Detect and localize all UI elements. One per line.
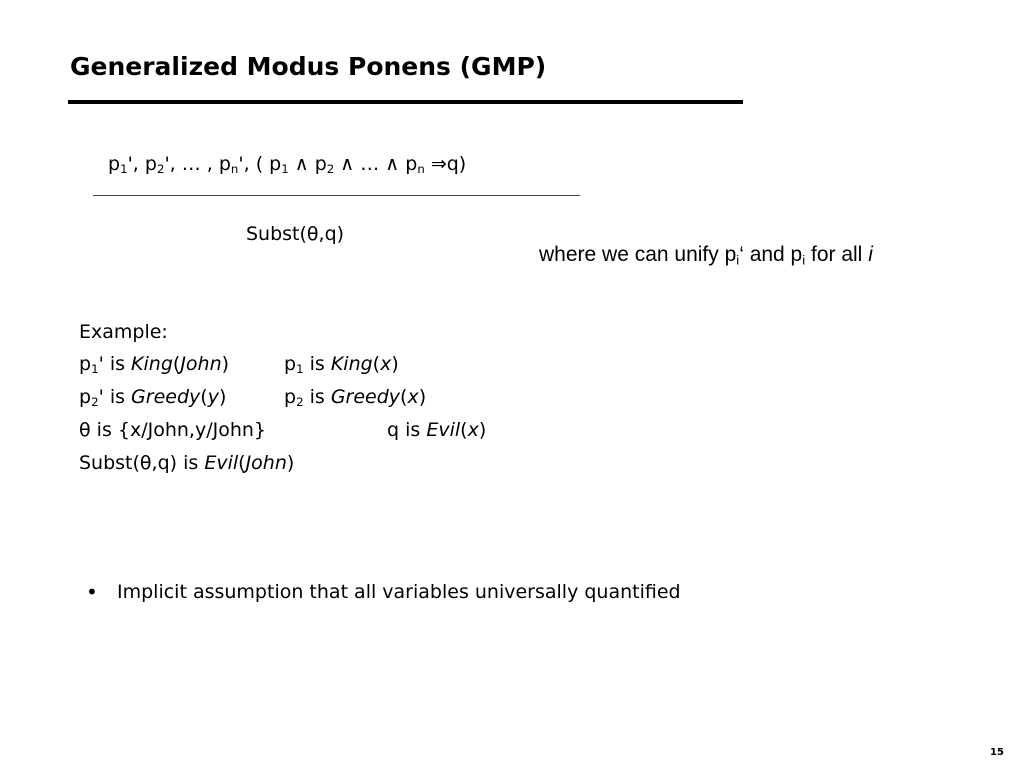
page-number: 15 xyxy=(990,747,1004,758)
inference-line xyxy=(93,195,580,196)
example-heading: Example: xyxy=(79,321,168,343)
example-line-4: Subst(θ,q) is Evil(John) xyxy=(79,452,295,474)
example-line-3-right: q is Evil(x) xyxy=(387,419,487,441)
slide-title: Generalized Modus Ponens (GMP) xyxy=(70,52,547,81)
rule-premise: $p_1'$, $p_2'$, … , $p_n'$, ( $p_1$ ∧ $p_2$ ∧ … ∧ $p_n$ ⇒q) xyxy=(108,153,467,176)
example-line-2-right: $p_2$ is Greedy(x) xyxy=(284,386,427,409)
unification-condition: where we can unify $p_i‘$ and $p_i$ for all i xyxy=(539,243,873,268)
example-line-1-left: $p_1'$ is King(John) xyxy=(79,353,230,376)
bullet-item: Implicit assumption that all variables universally quantified xyxy=(117,581,681,603)
example-line-3-left: θ is {x/John,y/John} xyxy=(79,419,267,441)
title-underline xyxy=(68,100,743,104)
example-line-2-left: $p_2'$ is Greedy(y) xyxy=(79,386,227,409)
bullet-marker: • xyxy=(86,580,98,604)
rule-conclusion: Subst(θ,q) xyxy=(246,223,345,245)
example-line-1-right: $p_1$ is King(x) xyxy=(284,353,399,376)
